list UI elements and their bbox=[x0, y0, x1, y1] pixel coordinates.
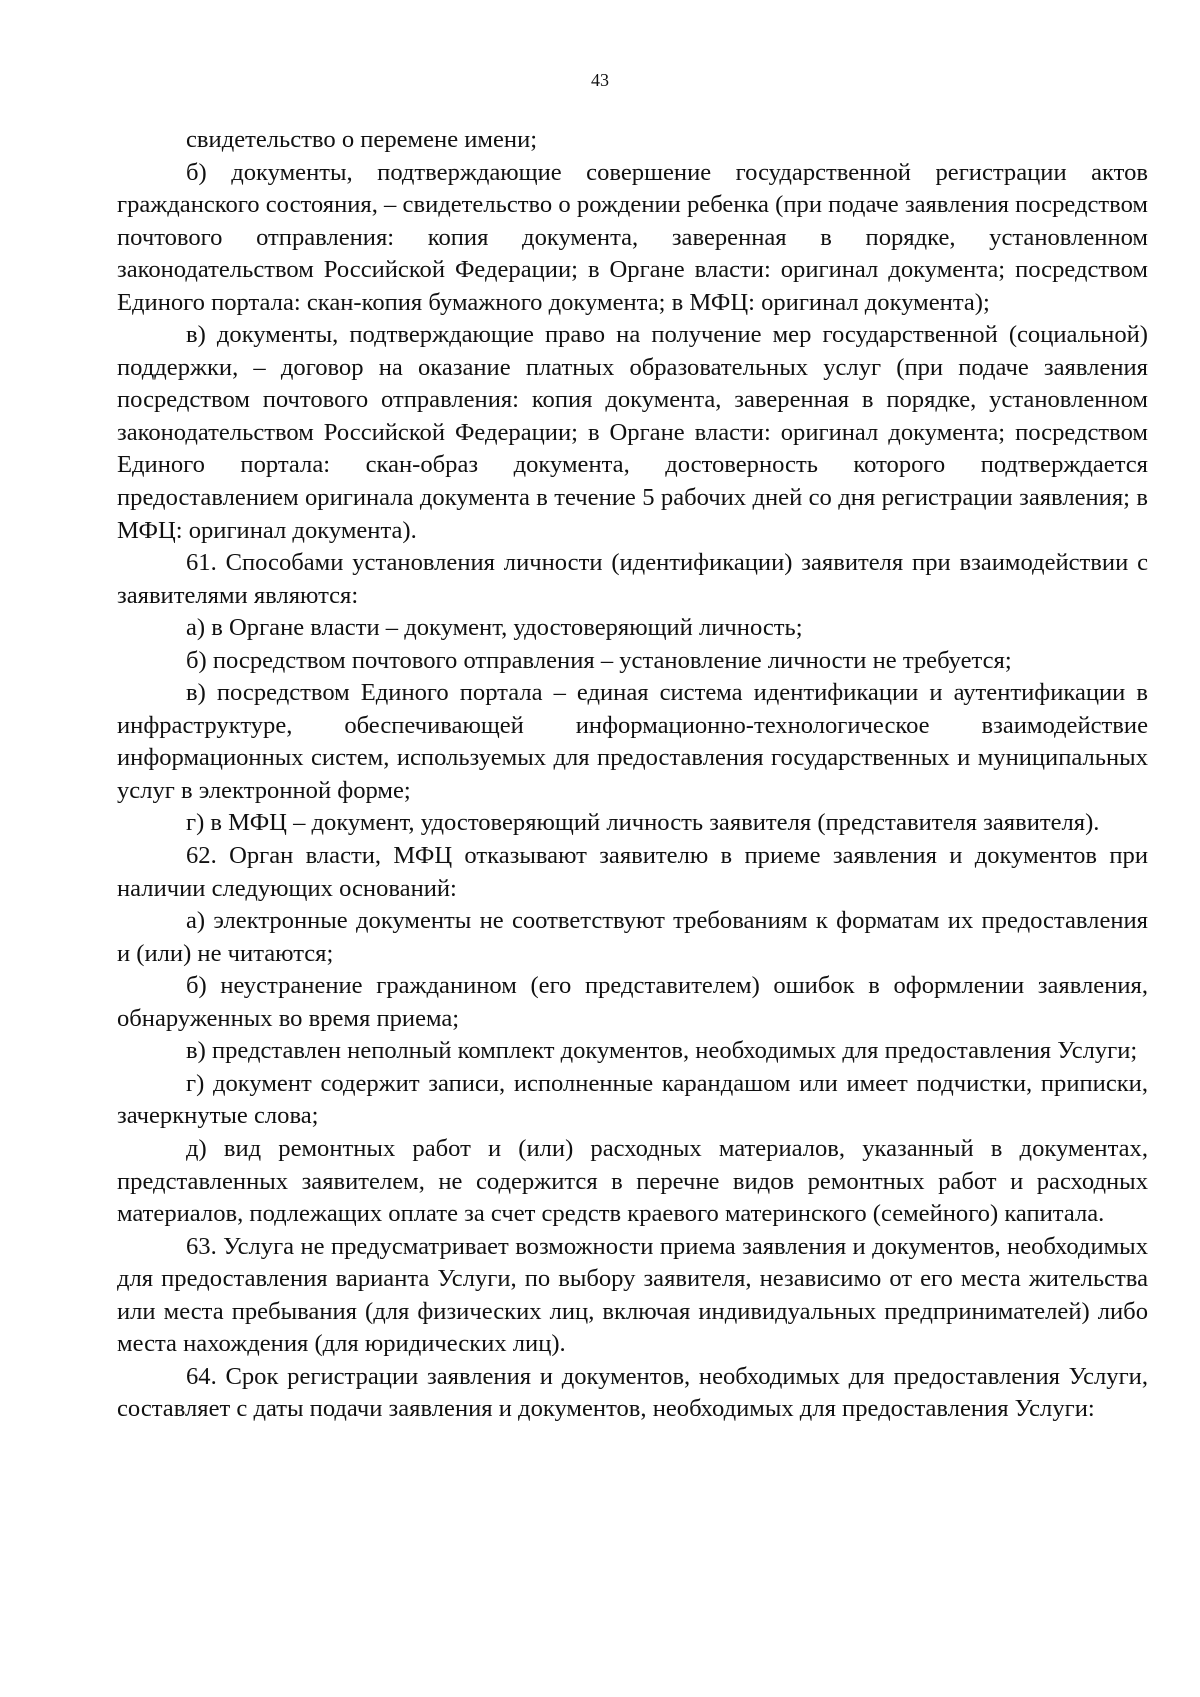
paragraph: 61. Способами установления личности (идентификации) заявителя при взаимодействии с заявителями являются: bbox=[117, 549, 1148, 609]
body-text bbox=[117, 124, 1148, 1426]
paragraph: б) документы, подтверждающие совершение государственной регистрации актов гражданского состояния, – свидетельство о рождении ребенка (при подаче заявления посредством почтового отправления: копия документа, заверенная в порядке, установленном законодательством Российской Федерации; в Органе власти: оригинал документа; посредством Единого портала: скан-копия бумажного документа; в МФЦ: оригинал документа); bbox=[117, 158, 1148, 316]
paragraph: а) в Органе власти – документ, удостоверяющий личность; bbox=[186, 614, 803, 642]
paragraph: 62. Орган власти, МФЦ отказывают заявителю в приеме заявления и документов при наличии следующих оснований: bbox=[117, 842, 1148, 902]
paragraph: д) вид ремонтных работ и (или) расходных материалов, указанный в документах, представленных заявителем, не содержится в перечне видов ремонтных работ и расходных материалов, подлежащих оплате за счет средств краевого материнского (семейного) капитала. bbox=[117, 1134, 1148, 1228]
paragraph: г) в МФЦ – документ, удостоверяющий личность заявителя (представителя заявителя). bbox=[186, 809, 1100, 837]
paragraph: в) документы, подтверждающие право на получение мер государственной (социальной) поддержки, – договор на оказание платных образовательных услуг (при подаче заявления посредством почтового отправления: копия документа, заверенная в порядке, установленном законодательством Российской Федерации; в Органе власти: оригинал документа; посредством Единого портала: скан-образ документа, достоверность которого подтверждается предоставлением оригинала документа в течение 5 рабочих дней со дня регистрации заявления; в МФЦ: оригинал документа). bbox=[117, 321, 1148, 544]
paragraph: в) посредством Единого портала – единая система идентификации и аутентификации в инфраструктуре, обеспечивающей информационно-технологическое взаимодействие информационных систем, используемых для предоставления государственных и муниципальных услуг в электронной форме; bbox=[117, 679, 1148, 804]
page-number: 43 bbox=[591, 70, 609, 90]
paragraph: б) посредством почтового отправления – установление личности не требуется; bbox=[186, 646, 1012, 674]
paragraph: 63. Услуга не предусматривает возможности приема заявления и документов, необходимых для предоставления варианта Услуги, по выбору заявителя, независимо от его места жительства или места пребывания (для физических лиц, включая индивидуальных предпринимателей) либо места нахождения (для юридических лиц). bbox=[117, 1232, 1148, 1358]
paragraph: 64. Срок регистрации заявления и документов, необходимых для предоставления Услуги, составляет с даты подачи заявления и документов, необходимых для предоставления Услуги: bbox=[117, 1362, 1148, 1423]
paragraph: г) документ содержит записи, исполненные карандашом или имеет подчистки, приписки, зачеркнутые слова; bbox=[117, 1069, 1148, 1130]
paragraph: свидетельство о перемене имени; bbox=[186, 126, 538, 153]
paragraph: в) представлен неполный комплект документов, необходимых для предоставления Услуги; bbox=[186, 1037, 1138, 1065]
paragraph: б) неустранение гражданином (его представителем) ошибок в оформлении заявления, обнаруженных во время приема; bbox=[117, 972, 1148, 1032]
paragraph: а) электронные документы не соответствуют требованиям к форматам их предоставления и (или) не читаются; bbox=[117, 907, 1148, 967]
